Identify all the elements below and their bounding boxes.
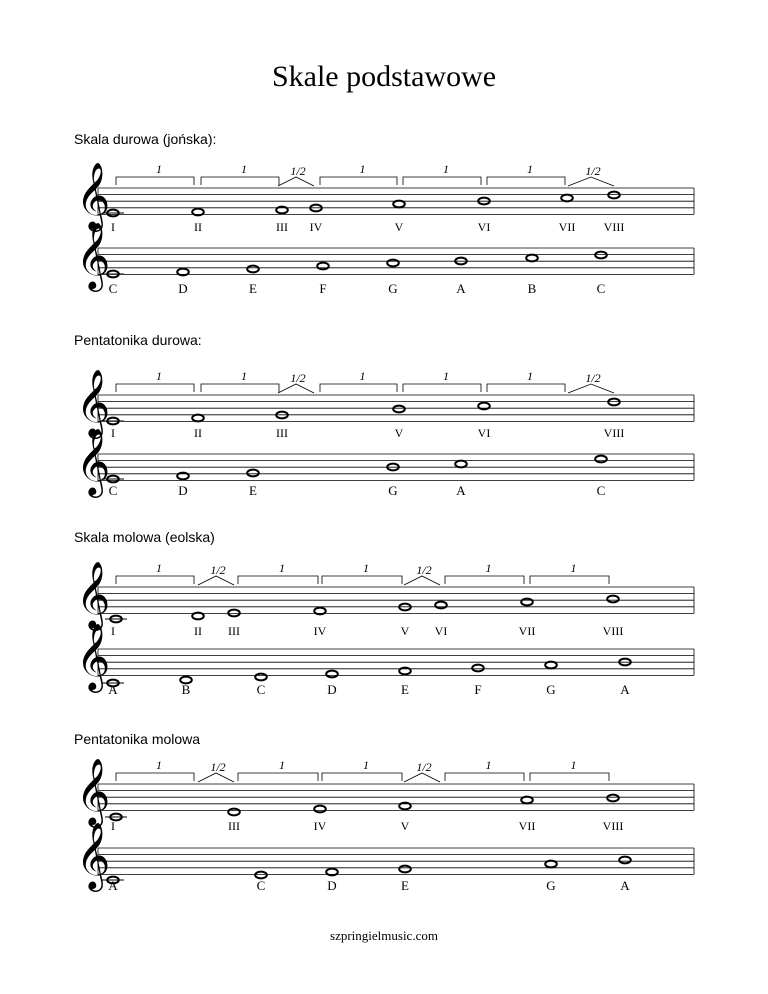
system-2-whole-step-bracket	[201, 384, 279, 392]
system-1-interval-label: 1	[527, 162, 533, 176]
system-3-note-name-label: A	[620, 682, 630, 697]
system-3-interval-label: 1	[570, 561, 577, 575]
system-4-note-name-label: A	[108, 878, 118, 893]
system-1-bottom-whole-note	[526, 255, 538, 262]
system-4-note-name-label: G	[546, 878, 556, 893]
system-1-top-whole-note	[393, 201, 405, 208]
system-3-degree-label: I	[111, 624, 115, 638]
system-3-whole-step-bracket	[530, 576, 609, 584]
system-1-bottom-whole-note	[387, 260, 399, 267]
system-1-note-name-label: D	[178, 281, 188, 296]
system-4-whole-step-bracket	[445, 773, 524, 781]
section-title-minor: Skala molowa (eolska)	[74, 529, 215, 545]
system-2-bottom-whole-note	[595, 456, 607, 463]
system-1-half-step-chevron	[278, 177, 314, 186]
system-4-interval-label: 1	[156, 758, 162, 772]
system-1-note-name-label: F	[319, 281, 327, 296]
system-4-top-whole-note	[314, 806, 326, 813]
system-1-whole-step-bracket	[403, 177, 481, 185]
system-2-interval-label: 1/2	[290, 371, 306, 385]
system-1-bottom-whole-note	[247, 266, 259, 273]
system-3-interval-label: 1	[363, 561, 369, 575]
system-3-note-name-label: G	[546, 682, 556, 697]
system-1-interval-label: 1	[443, 162, 449, 176]
system-1-bottom-whole-note	[317, 263, 329, 270]
system-4-bottom-whole-note	[619, 857, 631, 864]
treble-clef-icon: 𝄞	[76, 368, 111, 436]
system-4-interval-label: 1/2	[210, 760, 226, 774]
system-4-bottom-whole-note	[399, 866, 411, 873]
treble-clef-icon: 𝄞	[76, 221, 111, 289]
system-4-note-name-label: D	[327, 878, 337, 893]
system-1-degree-label: VI	[477, 220, 491, 234]
system-2-degree-label: VIII	[603, 426, 625, 440]
system-3-degree-label: V	[400, 624, 410, 638]
system-1-interval-label: 1	[241, 162, 247, 176]
system-2-whole-step-bracket	[116, 384, 194, 392]
system-3-note-name-label: A	[108, 682, 118, 697]
system-3-whole-step-bracket	[445, 576, 524, 584]
system-1-degree-label: V	[394, 220, 404, 234]
system-1-whole-step-bracket	[487, 177, 565, 185]
system-2-note-name-label: C	[596, 483, 606, 498]
page-title: Skale podstawowe	[271, 60, 497, 93]
system-3-degree-label: III	[228, 624, 240, 638]
system-2-interval-label: 1	[359, 369, 366, 383]
system-3-interval-label: 1/2	[416, 563, 432, 577]
system-4-whole-step-bracket	[116, 773, 194, 781]
system-2-note-name-label: C	[108, 483, 118, 498]
system-1-degree-label: VIII	[603, 220, 625, 234]
system-1-interval-label: 1/2	[290, 164, 306, 178]
system-1-top-whole-note	[561, 195, 573, 202]
system-1-note-name-label: B	[527, 281, 537, 296]
system-4-note-name-label: A	[620, 878, 630, 893]
system-3-interval-label: 1	[485, 561, 492, 575]
system-2-interval-label: 1	[443, 369, 449, 383]
system-3-bottom-whole-note	[545, 662, 557, 669]
treble-clef-icon: 𝄞	[76, 821, 111, 889]
treble-clef-icon: 𝄞	[76, 161, 111, 229]
system-2-degree-label: II	[194, 426, 202, 440]
system-2-interval-label: 1	[527, 369, 533, 383]
system-1-degree-label: II	[194, 220, 202, 234]
system-1-whole-step-bracket	[320, 177, 397, 185]
system-4-degree-label: V	[400, 819, 410, 833]
system-4-half-step-chevron	[404, 773, 440, 782]
system-2-whole-step-bracket	[403, 384, 481, 392]
system-3-note-name-label: C	[256, 682, 266, 697]
system-2-note-name-label: A	[456, 483, 466, 498]
system-3-whole-step-bracket	[238, 576, 318, 584]
system-4-whole-step-bracket	[238, 773, 318, 781]
section-title-major: Skala durowa (jońska):	[74, 131, 217, 147]
system-4-interval-label: 1/2	[416, 760, 432, 774]
system-1-note-name-label: C	[108, 281, 118, 296]
system-1-degree-label: IV	[309, 220, 323, 234]
system-3-note-name-label: F	[474, 682, 482, 697]
system-2-bottom-whole-note	[455, 461, 467, 468]
system-2-top-whole-note	[192, 415, 204, 422]
system-3-bottom-whole-note	[326, 671, 338, 678]
system-4-top-whole-note	[607, 795, 619, 802]
system-2-interval-label: 1/2	[585, 371, 601, 385]
system-1-note-name-label: C	[596, 281, 606, 296]
treble-clef-icon: 𝄞	[76, 622, 111, 690]
system-2-whole-step-bracket	[320, 384, 397, 392]
system-1-interval-label: 1/2	[585, 164, 601, 178]
system-1-interval-label: 1	[359, 162, 366, 176]
system-4-degree-label: III	[228, 819, 240, 833]
system-3-bottom-whole-note	[255, 674, 267, 681]
system-4-degree-label: IV	[313, 819, 327, 833]
system-1-note-name-label: E	[249, 281, 257, 296]
system-3-whole-step-bracket	[322, 576, 402, 584]
system-3-interval-label: 1/2	[210, 563, 226, 577]
system-2-whole-step-bracket	[487, 384, 565, 392]
system-2-bottom-whole-note	[247, 470, 259, 477]
system-2-note-name-label: G	[388, 483, 398, 498]
system-2-degree-label: V	[394, 426, 404, 440]
system-4-degree-label: I	[111, 819, 115, 833]
system-4-bottom-whole-note	[545, 861, 557, 868]
system-2-degree-label: I	[111, 426, 115, 440]
system-3-top-whole-note	[435, 602, 447, 609]
system-2-top-whole-note	[393, 406, 405, 413]
system-3-interval-label: 1	[156, 561, 162, 575]
system-3-interval-label: 1	[279, 561, 285, 575]
system-1-half-step-chevron	[568, 177, 614, 186]
section-title-major-pentatonic: Pentatonika durowa:	[74, 332, 202, 348]
system-2-half-step-chevron	[568, 384, 614, 393]
system-1-note-name-label: A	[456, 281, 466, 296]
system-1-degree-label: VII	[558, 220, 576, 234]
system-3-bottom-whole-note	[472, 665, 484, 672]
system-4-note-name-label: C	[256, 878, 266, 893]
system-2-note-name-label: D	[178, 483, 188, 498]
system-2-interval-label: 1	[156, 369, 162, 383]
system-4-degree-label: VII	[518, 819, 536, 833]
system-2-interval-label: 1	[241, 369, 247, 383]
treble-clef-icon: 𝄞	[76, 427, 111, 495]
system-1-degree-label: I	[111, 220, 115, 234]
system-4-degree-label: VIII	[602, 819, 624, 833]
system-4-whole-step-bracket	[322, 773, 402, 781]
system-3-top-whole-note	[521, 599, 533, 606]
footer-website: szpringielmusic.com	[330, 928, 438, 943]
system-1-degree-label: III	[276, 220, 288, 234]
system-3-degree-label: VIII	[602, 624, 624, 638]
system-3-degree-label: VI	[434, 624, 448, 638]
system-1-whole-step-bracket	[116, 177, 194, 185]
system-3-top-whole-note	[607, 596, 619, 603]
system-1-note-name-label: G	[388, 281, 398, 296]
system-1-interval-label: 1	[156, 162, 162, 176]
treble-clef-icon: 𝄞	[76, 757, 111, 825]
system-2-half-step-chevron	[278, 384, 314, 393]
system-3-degree-label: II	[194, 624, 202, 638]
system-4-top-whole-note	[521, 797, 533, 804]
system-4-note-name-label: E	[401, 878, 409, 893]
system-2-degree-label: VI	[477, 426, 491, 440]
system-3-note-name-label: D	[327, 682, 337, 697]
system-4-interval-label: 1	[363, 758, 369, 772]
system-4-half-step-chevron	[198, 773, 234, 782]
system-4-interval-label: 1	[570, 758, 577, 772]
system-4-interval-label: 1	[279, 758, 285, 772]
system-2-note-name-label: E	[249, 483, 257, 498]
system-2-degree-label: III	[276, 426, 288, 440]
system-1-whole-step-bracket	[201, 177, 279, 185]
system-4-interval-label: 1	[485, 758, 492, 772]
system-3-note-name-label: E	[401, 682, 409, 697]
treble-clef-icon: 𝄞	[76, 560, 111, 628]
section-title-minor-pentatonic: Pentatonika molowa	[74, 731, 201, 747]
system-3-half-step-chevron	[198, 576, 234, 585]
system-3-note-name-label: B	[181, 682, 191, 697]
system-3-degree-label: VII	[518, 624, 536, 638]
system-4-whole-step-bracket	[530, 773, 609, 781]
system-4-top-whole-note	[228, 809, 240, 816]
system-3-whole-step-bracket	[116, 576, 194, 584]
system-3-degree-label: IV	[313, 624, 327, 638]
system-3-half-step-chevron	[404, 576, 440, 585]
